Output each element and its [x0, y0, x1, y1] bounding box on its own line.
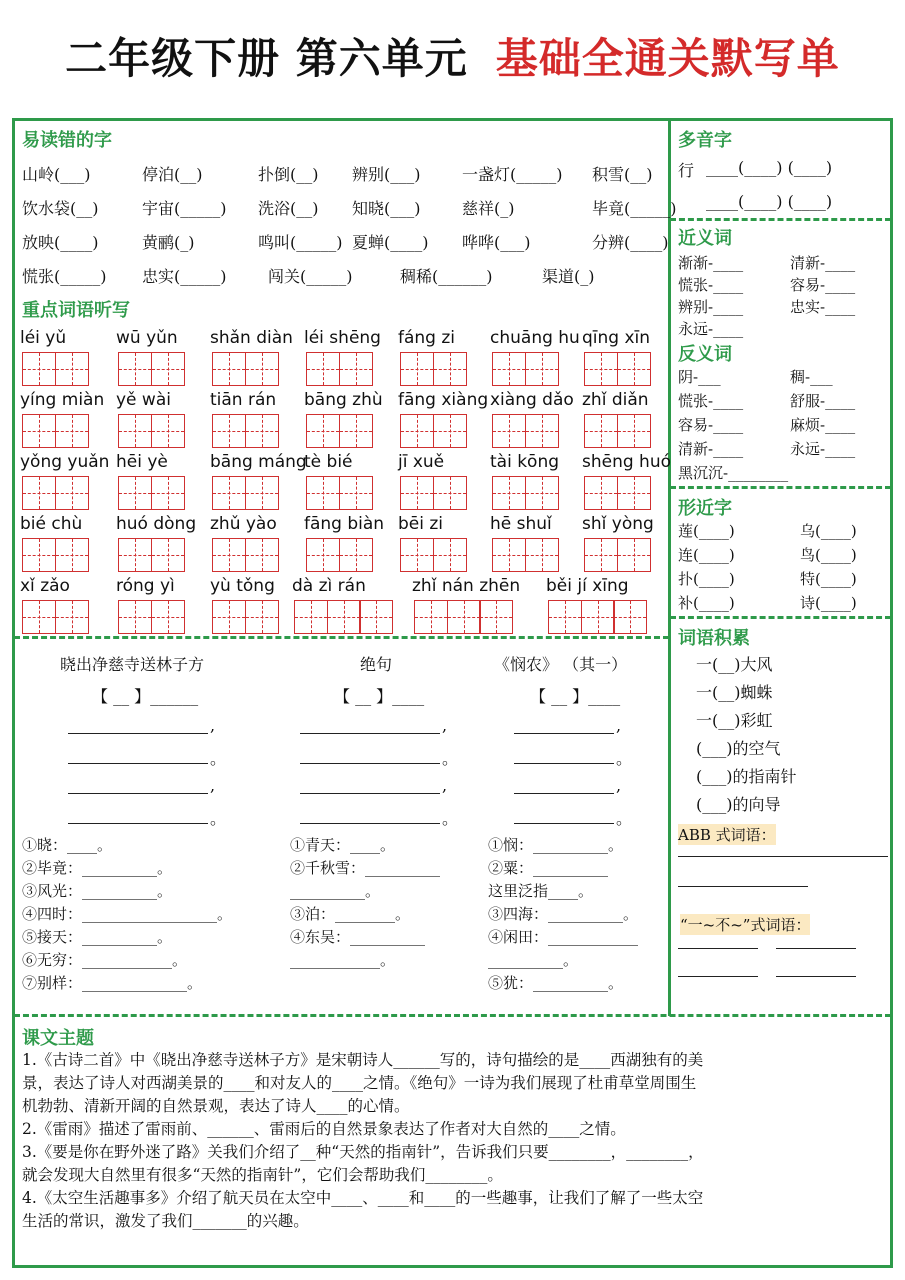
- page-title: [0, 0, 905, 118]
- antonym-item[interactable]: 阴-___: [678, 368, 721, 386]
- writing-grid[interactable]: [492, 476, 557, 510]
- accum-item[interactable]: (___)的向导: [696, 795, 781, 814]
- poem-note[interactable]: ④东吴：__________: [290, 928, 426, 946]
- poem-note[interactable]: ⑤犹：__________。: [488, 974, 624, 992]
- writing-grid[interactable]: [118, 538, 183, 572]
- antonym-item[interactable]: 永远-____: [790, 440, 856, 458]
- poem-line[interactable]: [514, 808, 614, 824]
- pinyin-label: yě wài: [116, 390, 171, 410]
- poem-line-end: ,: [442, 716, 448, 735]
- pinyin-label: fāng xiàng: [398, 390, 489, 410]
- writing-grid[interactable]: [400, 352, 465, 386]
- writing-grid[interactable]: [584, 414, 649, 448]
- writing-grid[interactable]: [118, 352, 183, 386]
- poem-author-bracket[interactable]: 【 __ 】______: [92, 687, 199, 706]
- grid-cell[interactable]: [433, 476, 467, 510]
- pinyin-label: běi jí xīng: [546, 576, 629, 596]
- grid-cell[interactable]: [306, 476, 340, 510]
- writing-grid[interactable]: [118, 600, 183, 634]
- theme-line[interactable]: 机勃勃、清新开阔的自然景观，表达了诗人____的心情。: [22, 1097, 410, 1115]
- poem-line[interactable]: [300, 748, 440, 764]
- divider-left: [14, 636, 669, 639]
- similar-item[interactable]: 乌(____): [800, 522, 857, 540]
- poem-line-end: ,: [442, 776, 448, 795]
- writing-grid[interactable]: [294, 600, 392, 634]
- yibu-line-3[interactable]: [678, 976, 758, 977]
- grid-cell[interactable]: [617, 414, 651, 448]
- grid-cell[interactable]: [339, 476, 373, 510]
- grid-cell[interactable]: [294, 600, 328, 634]
- writing-grid[interactable]: [306, 352, 371, 386]
- poem-note[interactable]: ④四时：__________________。: [22, 905, 233, 923]
- easy-word[interactable]: 停泊(__): [142, 165, 203, 184]
- grid-cell[interactable]: [479, 600, 513, 634]
- pinyin-label: shǐ yòng: [582, 514, 654, 534]
- pinyin-label: tè bié: [304, 452, 353, 472]
- grid-cell[interactable]: [414, 600, 448, 634]
- easy-word[interactable]: 黄鹂(_): [142, 233, 195, 252]
- easy-wrong-heading: 易读错的字: [22, 130, 112, 151]
- grid-cell[interactable]: [525, 538, 559, 572]
- writing-grid[interactable]: [22, 600, 87, 634]
- grid-cell[interactable]: [339, 414, 373, 448]
- grid-cell[interactable]: [584, 414, 618, 448]
- pinyin-label: zhǐ diǎn: [582, 390, 649, 410]
- antonym-item[interactable]: 清新-____: [678, 440, 744, 458]
- theme-line[interactable]: 1.《古诗二首》中《晓出净慈寺送林子方》是宋朝诗人______写的，诗句描绘的是____西湖独有的美: [22, 1051, 704, 1069]
- grid-cell[interactable]: [584, 352, 618, 386]
- pinyin-label: bēi zi: [398, 514, 444, 534]
- pinyin-label: dà zì rán: [292, 576, 366, 596]
- theme-line[interactable]: 生活的常识，激发了我们_______的兴趣。: [22, 1212, 309, 1230]
- syn-heading: 近义词: [678, 228, 732, 249]
- grid-cell[interactable]: [584, 538, 618, 572]
- synonym-item[interactable]: 容易-____: [790, 276, 856, 294]
- yibu-line-2[interactable]: [776, 948, 856, 949]
- accum-item[interactable]: (___)的指南针: [696, 767, 797, 786]
- easy-word[interactable]: 知晓(___): [352, 199, 421, 218]
- poem-author-bracket[interactable]: 【 __ 】____: [530, 687, 621, 706]
- pinyin-label: xiàng dǎo: [490, 390, 574, 410]
- writing-grid[interactable]: [212, 352, 277, 386]
- pinyin-label: bāng máng: [210, 452, 307, 472]
- poem-line-end: ,: [616, 716, 622, 735]
- grid-cell[interactable]: [151, 352, 185, 386]
- poem-line[interactable]: [300, 718, 440, 734]
- grid-cell[interactable]: [306, 538, 340, 572]
- antonym-item[interactable]: 舒服-____: [790, 392, 856, 410]
- easy-word[interactable]: 稠稀(______): [400, 267, 493, 286]
- grid-cell[interactable]: [245, 600, 279, 634]
- pinyin-label: qīng xīn: [582, 328, 651, 348]
- pinyin-label: bié chù: [20, 514, 83, 534]
- grid-cell[interactable]: [525, 414, 559, 448]
- grid-cell[interactable]: [55, 538, 89, 572]
- accum-item[interactable]: 一(__)大风: [696, 655, 773, 674]
- grid-cell[interactable]: [584, 476, 618, 510]
- grid-cell[interactable]: [433, 352, 467, 386]
- writing-grid[interactable]: [492, 538, 557, 572]
- poem-note[interactable]: ①晓：____。: [22, 836, 113, 854]
- grid-cell[interactable]: [306, 414, 340, 448]
- grid-cell[interactable]: [118, 600, 152, 634]
- writing-grid[interactable]: [22, 414, 87, 448]
- grid-cell[interactable]: [400, 538, 434, 572]
- grid-cell[interactable]: [22, 600, 56, 634]
- title-sheet: 基础全通关默写单: [495, 34, 840, 83]
- poem-note[interactable]: ⑥无穷：____________。: [22, 951, 188, 969]
- writing-grid[interactable]: [212, 600, 277, 634]
- writing-grid[interactable]: [306, 476, 371, 510]
- poem-line-end: ,: [616, 776, 622, 795]
- grid-cell[interactable]: [492, 352, 526, 386]
- grid-cell[interactable]: [55, 600, 89, 634]
- writing-grid[interactable]: [212, 414, 277, 448]
- synonym-item[interactable]: 渐渐-____: [678, 254, 744, 272]
- grid-cell[interactable]: [22, 352, 56, 386]
- poem-note[interactable]: ③四海：__________。: [488, 905, 639, 923]
- grid-cell[interactable]: [212, 538, 246, 572]
- poem-line[interactable]: [68, 718, 208, 734]
- writing-grid[interactable]: [400, 538, 465, 572]
- theme-line[interactable]: 就会发现大自然里有很多“天然的指南针”，它们会帮助我们________。: [22, 1166, 503, 1184]
- writing-grid[interactable]: [492, 352, 557, 386]
- accum-item[interactable]: (___)的空气: [696, 739, 781, 758]
- easy-word[interactable]: 毕竟(_____): [592, 199, 677, 218]
- easy-word[interactable]: 忠实(_____): [142, 267, 227, 286]
- ant-heading: 反义词: [678, 344, 732, 365]
- abb-line-1[interactable]: [678, 856, 888, 857]
- grid-cell[interactable]: [492, 538, 526, 572]
- similar-item[interactable]: 补(____): [678, 594, 735, 612]
- accum-item[interactable]: 一(__)蜘蛛: [696, 683, 773, 702]
- pinyin-label: zhǔ yào: [210, 514, 277, 534]
- pinyin-label: léi shēng: [304, 328, 381, 348]
- easy-word[interactable]: 慈祥(_): [462, 199, 515, 218]
- accum-item[interactable]: 一(__)彩虹: [696, 711, 773, 730]
- yibu-label: “一~不~”式词语：: [680, 916, 811, 934]
- grid-cell[interactable]: [212, 352, 246, 386]
- poem-note[interactable]: ____________。: [290, 951, 396, 969]
- abb-label: ABB 式词语：: [678, 826, 776, 844]
- antonym-item[interactable]: 麻烦-____: [790, 416, 856, 434]
- poem-note[interactable]: ⑤接天：__________。: [22, 928, 173, 946]
- grid-cell[interactable]: [245, 538, 279, 572]
- pinyin-label: yíng miàn: [20, 390, 105, 410]
- grid-cell[interactable]: [151, 538, 185, 572]
- accum-heading: 词语积累: [678, 628, 750, 649]
- easy-word[interactable]: 哗哗(___): [462, 233, 531, 252]
- grid-cell[interactable]: [306, 352, 340, 386]
- writing-grid[interactable]: [584, 538, 649, 572]
- poem-line-end: 。: [616, 749, 633, 768]
- similar-item[interactable]: 莲(____): [678, 522, 735, 540]
- easy-word[interactable]: 一盏灯(_____): [462, 165, 563, 184]
- poem-title: 《悯农》 （其一）: [494, 655, 628, 674]
- similar-item[interactable]: 扑(____): [678, 570, 735, 588]
- poem-line[interactable]: [68, 748, 208, 764]
- similar-item[interactable]: 特(____): [800, 570, 857, 588]
- pinyin-label: hē shuǐ: [490, 514, 552, 534]
- abb-line-2[interactable]: [678, 886, 808, 887]
- theme-line[interactable]: 2.《雷雨》描述了雷雨前、______、雷雨后的自然景象表达了作者对大自然的____之情。: [22, 1120, 626, 1138]
- poly-heading: 多音字: [678, 130, 732, 151]
- synonym-item[interactable]: 清新-____: [790, 254, 856, 272]
- divider-r3: [670, 616, 891, 619]
- poem-note[interactable]: ②千秋雪：__________: [290, 859, 441, 877]
- pinyin-label: shǎn diàn: [210, 328, 293, 348]
- similar-item[interactable]: 连(____): [678, 546, 735, 564]
- yibu-line-1[interactable]: [678, 948, 758, 949]
- poly-blank-2[interactable]: ____(____) (____): [706, 192, 833, 211]
- poem-line[interactable]: [514, 718, 614, 734]
- grid-cell[interactable]: [22, 476, 56, 510]
- poem-note[interactable]: __________。: [488, 951, 579, 969]
- grid-cell[interactable]: [613, 600, 647, 634]
- writing-grid[interactable]: [22, 476, 87, 510]
- pinyin-label: xǐ zǎo: [20, 576, 70, 596]
- synonym-item[interactable]: 辨别-____: [678, 298, 744, 316]
- writing-grid[interactable]: [306, 538, 371, 572]
- poem-line[interactable]: [300, 808, 440, 824]
- grid-cell[interactable]: [400, 476, 434, 510]
- writing-grid[interactable]: [584, 352, 649, 386]
- grid-cell[interactable]: [433, 538, 467, 572]
- grid-cell[interactable]: [581, 600, 615, 634]
- divider-bottom: [14, 1014, 891, 1017]
- antonym-item[interactable]: 容易-____: [678, 416, 744, 434]
- poem-line[interactable]: [68, 808, 208, 824]
- antonym-item[interactable]: 稠-___: [790, 368, 833, 386]
- poem-line-end: 。: [210, 809, 227, 828]
- grid-cell[interactable]: [245, 352, 279, 386]
- poem-line-end: 。: [442, 809, 459, 828]
- easy-word[interactable]: 夏蝉(____): [352, 233, 429, 252]
- poem-line-end: 。: [442, 749, 459, 768]
- poem-title: 绝句: [360, 655, 393, 674]
- writing-grid[interactable]: [414, 600, 512, 634]
- grid-cell[interactable]: [447, 600, 481, 634]
- poem-line-end: 。: [616, 809, 633, 828]
- poem-note[interactable]: ③泊：________。: [290, 905, 411, 923]
- pinyin-label: chuāng hu: [490, 328, 580, 348]
- writing-grid[interactable]: [118, 476, 183, 510]
- grid-cell[interactable]: [327, 600, 361, 634]
- pinyin-label: róng yì: [116, 576, 175, 596]
- easy-word[interactable]: 慌张(_____): [22, 267, 107, 286]
- writing-grid[interactable]: [400, 476, 465, 510]
- pinyin-label: jī xuě: [398, 452, 445, 472]
- pinyin-label: wū yǔn: [116, 328, 178, 348]
- theme-line[interactable]: 3.《要是你在野外迷了路》关我们介绍了__种“天然的指南针”，告诉我们只要________，________，: [22, 1143, 704, 1161]
- easy-word[interactable]: 辨别(___): [352, 165, 421, 184]
- grid-cell[interactable]: [617, 538, 651, 572]
- antonym-item[interactable]: 慌张-____: [678, 392, 744, 410]
- pinyin-label: zhǐ nán zhēn: [412, 576, 521, 596]
- easy-word[interactable]: 饮水袋(__): [22, 199, 99, 218]
- synonym-item[interactable]: 永远-____: [678, 320, 744, 338]
- easy-word[interactable]: 闯关(_____): [268, 267, 353, 286]
- grid-cell[interactable]: [151, 476, 185, 510]
- writing-grid[interactable]: [584, 476, 649, 510]
- easy-word[interactable]: 洗浴(__): [258, 199, 319, 218]
- grid-cell[interactable]: [492, 414, 526, 448]
- easy-word[interactable]: 鸣叫(_____): [258, 233, 343, 252]
- poem-note[interactable]: ⑦别样：______________。: [22, 974, 203, 992]
- grid-cell[interactable]: [339, 538, 373, 572]
- grid-cell[interactable]: [55, 352, 89, 386]
- dictation-heading: 重点词语听写: [22, 300, 130, 321]
- synonym-item[interactable]: 慌张-____: [678, 276, 744, 294]
- poem-note[interactable]: ①青天：____。: [290, 836, 396, 854]
- grid-cell[interactable]: [525, 476, 559, 510]
- grid-cell[interactable]: [400, 352, 434, 386]
- pinyin-label: huó dòng: [116, 514, 197, 534]
- divider-r2: [670, 486, 891, 489]
- grid-cell[interactable]: [212, 476, 246, 510]
- pinyin-label: léi yǔ: [20, 328, 67, 348]
- grid-cell[interactable]: [118, 476, 152, 510]
- pinyin-label: shēng huó: [582, 452, 672, 472]
- writing-grid[interactable]: [212, 476, 277, 510]
- pinyin-label: tiān rán: [210, 390, 277, 410]
- grid-cell[interactable]: [245, 476, 279, 510]
- pinyin-label: fāng biàn: [304, 514, 385, 534]
- easy-word[interactable]: 渠道(_): [542, 267, 595, 286]
- antonym-item[interactable]: 黑沉沉-________: [678, 464, 789, 482]
- poem-line-end: ,: [210, 716, 216, 735]
- writing-grid[interactable]: [22, 538, 87, 572]
- poem-line[interactable]: [300, 778, 440, 794]
- grid-cell[interactable]: [151, 600, 185, 634]
- grid-cell[interactable]: [492, 476, 526, 510]
- grid-cell[interactable]: [55, 414, 89, 448]
- grid-cell[interactable]: [617, 352, 651, 386]
- poem-note[interactable]: ②粟：__________: [488, 859, 609, 877]
- poem-title: 晓出净慈寺送林子方: [60, 655, 205, 674]
- poly-char: 行: [678, 161, 695, 180]
- pinyin-label: fáng zi: [398, 328, 456, 348]
- grid-cell[interactable]: [433, 414, 467, 448]
- pinyin-label: bāng zhù: [304, 390, 383, 410]
- yibu-line-4[interactable]: [776, 976, 856, 977]
- easy-word[interactable]: 积雪(__): [592, 165, 653, 184]
- poem-note[interactable]: ①悯：__________。: [488, 836, 624, 854]
- pinyin-label: hēi yè: [116, 452, 168, 472]
- easy-word[interactable]: 放映(____): [22, 233, 99, 252]
- grid-cell[interactable]: [22, 414, 56, 448]
- grid-cell[interactable]: [151, 414, 185, 448]
- writing-grid[interactable]: [306, 414, 371, 448]
- theme-heading: 课文主题: [22, 1028, 94, 1049]
- easy-word[interactable]: 扑倒(__): [258, 165, 319, 184]
- similar-heading: 形近字: [678, 498, 732, 519]
- poem-note[interactable]: __________。: [290, 882, 381, 900]
- poem-line[interactable]: [514, 778, 614, 794]
- poem-line[interactable]: [514, 748, 614, 764]
- theme-line[interactable]: 4.《太空生活趣事多》介绍了航天员在太空中____、____和____的一些趣事，让我们了解了一些太空: [22, 1189, 704, 1207]
- poem-line[interactable]: [68, 778, 208, 794]
- grid-cell[interactable]: [22, 538, 56, 572]
- grid-cell[interactable]: [359, 600, 393, 634]
- grid-cell[interactable]: [339, 352, 373, 386]
- pinyin-label: yù tǒng: [210, 576, 275, 596]
- pinyin-label: yǒng yuǎn: [20, 452, 110, 472]
- grid-cell[interactable]: [525, 352, 559, 386]
- title-grade: 二年级下册 第六单元: [65, 34, 468, 83]
- synonym-item[interactable]: 忠实-____: [790, 298, 856, 316]
- easy-word[interactable]: 宇宙(_____): [142, 199, 227, 218]
- poem-line-end: ,: [210, 776, 216, 795]
- grid-cell[interactable]: [400, 414, 434, 448]
- grid-cell[interactable]: [548, 600, 582, 634]
- easy-word[interactable]: 山岭(___): [22, 165, 91, 184]
- poem-note[interactable]: ②毕竟：__________。: [22, 859, 173, 877]
- writing-grid[interactable]: [118, 414, 183, 448]
- grid-cell[interactable]: [212, 600, 246, 634]
- writing-grid[interactable]: [212, 538, 277, 572]
- grid-cell[interactable]: [212, 414, 246, 448]
- theme-line[interactable]: 景，表达了诗人对西湖美景的____和对友人的____之情。《绝句》一诗为我们展现了杜甫草堂周围生: [22, 1074, 697, 1092]
- writing-grid[interactable]: [548, 600, 646, 634]
- poem-line-end: 。: [210, 749, 227, 768]
- grid-cell[interactable]: [118, 352, 152, 386]
- grid-cell[interactable]: [118, 538, 152, 572]
- grid-cell[interactable]: [617, 476, 651, 510]
- similar-item[interactable]: 鸟(____): [800, 546, 857, 564]
- poem-note[interactable]: 这里泛指____。: [488, 882, 594, 900]
- poem-author-bracket[interactable]: 【 __ 】____: [334, 687, 425, 706]
- grid-cell[interactable]: [245, 414, 279, 448]
- pinyin-label: tài kōng: [490, 452, 560, 472]
- writing-grid[interactable]: [22, 352, 87, 386]
- writing-grid[interactable]: [400, 414, 465, 448]
- similar-item[interactable]: 诗(____): [800, 594, 857, 612]
- grid-cell[interactable]: [55, 476, 89, 510]
- poem-note[interactable]: ④闲田：____________: [488, 928, 639, 946]
- easy-word[interactable]: 分辨(____): [592, 233, 669, 252]
- poem-note[interactable]: ③风光：__________。: [22, 882, 173, 900]
- writing-grid[interactable]: [492, 414, 557, 448]
- divider-r1: [670, 218, 891, 221]
- poly-blank-1[interactable]: ____(____) (____): [706, 158, 833, 177]
- grid-cell[interactable]: [118, 414, 152, 448]
